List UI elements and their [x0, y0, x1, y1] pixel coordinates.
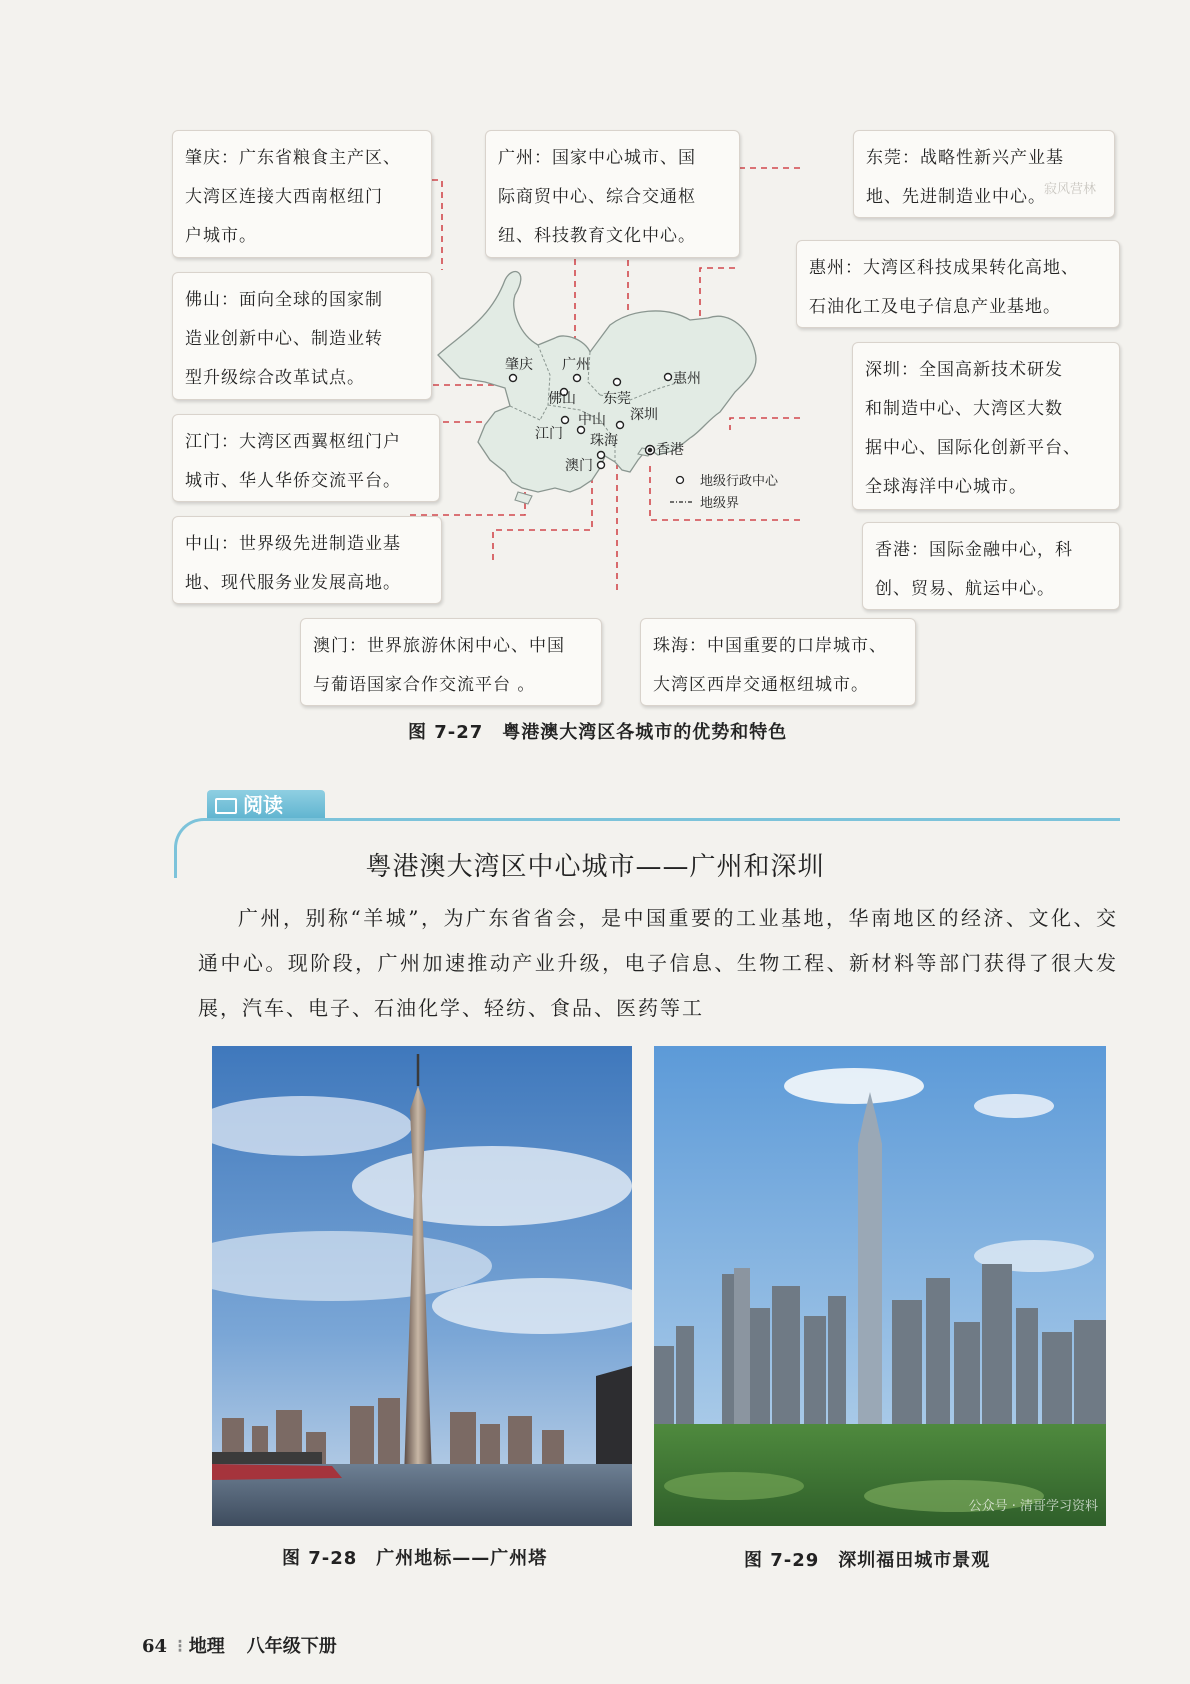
page-footer — [142, 1632, 337, 1658]
box-line: 中山：世界级先进制造业基 — [185, 534, 401, 554]
footer-separator: ⁝ — [177, 1636, 183, 1657]
box-line: 江门：大湾区西翼枢纽门户 — [185, 432, 401, 452]
watermark-photo: 公众号 · 清哥学习资料 — [968, 1499, 1098, 1514]
box-zhuhai — [640, 618, 916, 706]
reading-tab — [207, 790, 325, 820]
box-line: 和制造中心、大湾区大数 — [865, 399, 1063, 419]
box-line: 造业创新中心、制造业转 — [185, 329, 383, 349]
map-label-huizhou: 惠州 — [673, 371, 701, 387]
box-huizhou — [796, 240, 1120, 328]
box-dongguan — [853, 130, 1115, 218]
box-macau — [300, 618, 602, 706]
reading-title: 粤港澳大湾区中心城市——广州和深圳 — [365, 852, 825, 882]
map-island — [515, 492, 532, 504]
box-line: 城市、华人华侨交流平台。 — [185, 471, 401, 491]
box-line: 与葡语国家合作交流平台 。 — [313, 675, 536, 695]
reading-body: 广州，别称“羊城”，为广东省省会，是中国重要的工业基地，华南地区的经济、文化、交通中心。现阶段，广州加速推动产业升级，电子信息、生物工程、新材料等部门获得了很大发展，汽车、电子、石油化学、轻纺、食品、医药等工 — [198, 906, 1118, 1020]
box-line: 珠海：中国重要的口岸城市、 — [653, 636, 887, 656]
legend-boundary: 地级界 — [700, 496, 740, 511]
watermark-top: 寂风营林 — [1044, 182, 1097, 197]
box-line: 肇庆：广东省粮食主产区、 — [185, 148, 401, 168]
box-line: 据中心、国际化创新平台、 — [865, 438, 1081, 458]
box-line: 地、先进制造业中心。 — [866, 187, 1046, 207]
box-line: 香港：国际金融中心，科 — [875, 540, 1073, 560]
book-icon — [215, 798, 237, 814]
box-line: 全球海洋中心城市。 — [865, 477, 1027, 497]
box-line: 地、现代服务业发展高地。 — [185, 573, 401, 593]
box-foshan — [172, 272, 432, 400]
box-line: 深圳：全国高新技术研发 — [865, 360, 1063, 380]
map-label-shenzhen: 深圳 — [630, 407, 658, 423]
page-number: 64 — [142, 1636, 168, 1657]
box-line: 创、贸易、航运中心。 — [875, 579, 1055, 599]
box-line: 石油化工及电子信息产业基地。 — [809, 297, 1061, 317]
box-line: 广州：国家中心城市、国 — [498, 148, 696, 168]
map-label-zhuhai: 珠海 — [590, 433, 618, 449]
footer-grade: 八年级下册 — [246, 1636, 337, 1657]
footer-subject: 地理 — [188, 1636, 225, 1657]
box-line: 际商贸中心、综合交通枢 — [498, 187, 696, 207]
map-label-macau: 澳门 — [565, 458, 593, 474]
box-shenzhen — [852, 342, 1120, 510]
figure-28-caption: 图 7-28 广州地标——广州塔 — [282, 1548, 548, 1569]
box-line: 户城市。 — [185, 226, 257, 246]
box-line: 东莞：战略性新兴产业基 — [866, 148, 1064, 168]
box-line: 大湾区连接大西南枢纽门 — [185, 187, 383, 207]
legend-city-center: 地级行政中心 — [700, 474, 779, 489]
box-line: 佛山：面向全球的国家制 — [185, 290, 383, 310]
box-line: 惠州：大湾区科技成果转化高地、 — [809, 258, 1079, 278]
box-zhaoqing — [172, 130, 432, 258]
legend-dot-icon — [677, 477, 684, 484]
box-hongkong — [862, 522, 1120, 610]
photo-canton-tower — [212, 1046, 632, 1526]
box-line: 型升级综合改革试点。 — [185, 368, 365, 388]
map-label-guangzhou: 广州 — [562, 357, 590, 373]
map-label-zhongshan: 中山 — [578, 412, 606, 428]
map-label-hongkong: 香港 — [656, 442, 684, 458]
box-line: 纽、科技教育文化中心。 — [498, 226, 696, 246]
map-label-foshan: 佛山 — [548, 391, 576, 407]
map-label-dongguan: 东莞 — [603, 391, 631, 407]
reading-tab-label: 阅读 — [243, 793, 283, 817]
figure-29-caption: 图 7-29 深圳福田城市景观 — [744, 1550, 991, 1571]
box-line: 大湾区西岸交通枢纽城市。 — [653, 675, 869, 695]
box-jiangmen — [172, 414, 440, 502]
map-land — [438, 272, 756, 492]
box-zhongshan — [172, 516, 442, 604]
map-label-jiangmen: 江门 — [535, 426, 563, 442]
photo-futian-skyline — [654, 1046, 1106, 1526]
box-line: 澳门：世界旅游休闲中心、中国 — [313, 636, 565, 656]
figure-27-caption: 图 7-27 粤港澳大湾区各城市的优势和特色 — [408, 722, 788, 743]
map-label-zhaoqing: 肇庆 — [505, 357, 533, 373]
box-guangzhou — [485, 130, 740, 258]
